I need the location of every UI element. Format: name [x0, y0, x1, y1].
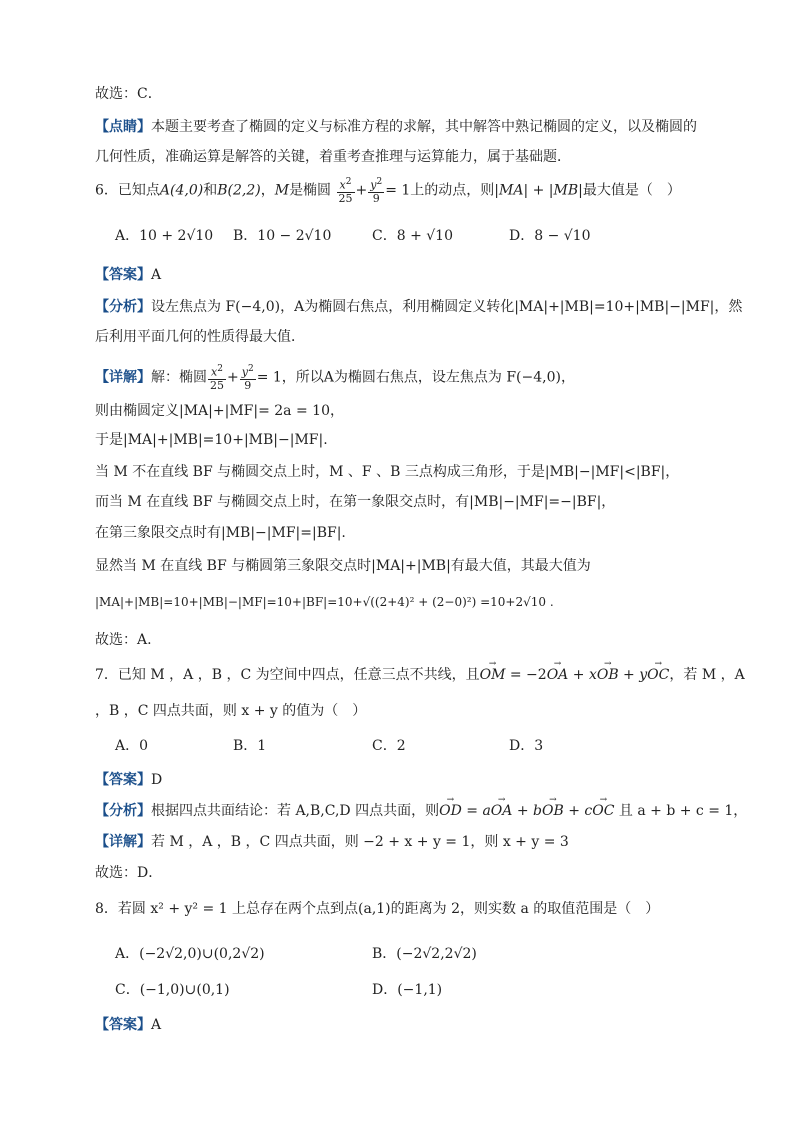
q8-answer [95, 1015, 161, 1035]
q6-option-c: C．8 + √10 [372, 228, 453, 244]
answer-value: A [151, 267, 162, 283]
q7-answer [95, 770, 162, 790]
q8-option-c: C．(−1,0)∪(0,1) [115, 982, 230, 998]
q8-option-b: B．(−2√2,2√2) [372, 946, 477, 962]
ellipse-x-term: $\frac{x^2}{25}$ [338, 177, 353, 205]
q6-detail-4: 当 M 不在直线 BF 与椭圆交点上时，M 、F 、B 三点构成三角形，于是|MB|−|MF|<|BF|， [95, 464, 680, 480]
q6-stem: 6．已知点A(4,0)和B(2,2)，M是椭圆 $\frac{x^2}{25}$ + $\frac{y^2}{9}$ = 1上的动点，则|MA| + |MB|最大值是（ ） [95, 177, 681, 205]
q6-detail-3: 于是|MA|+|MB|=10+|MB|−|MF|. [95, 432, 328, 448]
ellipse-y-term: $\frac{y^2}{9}$ [241, 364, 254, 392]
q6-option-a: A．10 + 2√10 [115, 228, 214, 244]
comment-line-1 [95, 117, 697, 137]
q7-stem-1: 7．已知 M ，A ，B ，C 为空间中四点，任意三点不共线，且→ OM = −2→ OA + x→ OB + y→ OC，若 M ，A [95, 665, 745, 685]
q6-text: 最大值是（ ） [582, 182, 681, 199]
point-m: M [274, 182, 290, 199]
q6-detail-7: 显然当 M 在直线 BF 与椭圆第三象限交点时|MA|+|MB|有最大值，其最大值为 [95, 558, 591, 574]
q8-option-d: D．(−1,1) [372, 982, 443, 998]
ellipse-y-term: $\frac{y^2}{9}$ [370, 177, 383, 205]
q6-detail-1: 【详解】解：椭圆 $\frac{x^2}{25}$ + $\frac{y^2}{9}$ = 1，所以A为椭圆右焦点，设左焦点为 F(−4,0)， [95, 364, 575, 392]
answer-tag: 【答案】 [95, 1017, 151, 1033]
detail-text: 若 M ，A ，B ，C 四点共面，则 −2 + x + y = 1，则 x + y = 3 [151, 834, 569, 850]
q6-detail-5: 而当 M 在直线 BF 与椭圆交点上时，在第一象限交点时，有|MB|−|MF|=−|BF|， [95, 494, 616, 510]
q7-conclusion: 故选：D． [95, 865, 163, 881]
answer-value: A [151, 1017, 162, 1033]
q8-stem: 8．若圆 x² + y² = 1 上总存在两个点到点(a,1)的距离为 2，则实数 a 的取值范围是（ ） [95, 901, 660, 917]
prev-conclusion: 故选：C． [95, 86, 162, 102]
analysis-text: 根据四点共面结论：若 A,B,C,D 四点共面，则 [151, 803, 440, 819]
q6-analysis-1 [95, 297, 742, 317]
q7-option-d: D．3 [509, 738, 544, 754]
answer-value: D [151, 772, 163, 788]
q7-option-b: B．1 [233, 738, 267, 754]
q6-number: 6． [95, 182, 118, 199]
point-b: B(2,2) [217, 182, 261, 199]
q7-text: ，若 M ，A [669, 667, 745, 683]
q6-option-b: B．10 − 2√10 [233, 228, 332, 244]
q6-conclusion: 故选：A. [95, 632, 152, 648]
detail-tag: 【详解】 [95, 834, 151, 850]
q6-detail-6: 在第三象限交点时有|MB|−|MF|=|BF|. [95, 525, 346, 541]
comment-tag: 【点睛】 [95, 119, 151, 135]
analysis-text: 且 a + b + c = 1， [618, 803, 748, 819]
q8-option-a: A．(−2√2,0)∪(0,2√2) [115, 946, 265, 962]
q7-stem-2: ，B ，C 四点共面，则 x + y 的值为（ ） [95, 703, 367, 719]
q7-analysis: 【分析】根据四点共面结论：若 A,B,C,D 四点共面，则→ OD = a→ OA + b→ OB + c→ OC 且 a + b + c = 1， [95, 801, 747, 821]
comment-line-2: 几何性质，准确运算是解答的关键，着重考查推理与运算能力，属于基础题． [95, 149, 571, 165]
analysis-text: 设左焦点为 F(−4,0)，A为椭圆右焦点，利用椭圆定义转化|MA|+|MB|=10+|MB|−|MF|，然 [151, 299, 743, 315]
answer-tag: 【答案】 [95, 772, 151, 788]
q7-option-a: A．0 [115, 738, 149, 754]
q6-expression: |MA| + |MB| [494, 182, 583, 199]
q7-detail [95, 832, 569, 852]
comment-text: 本题主要考查了椭圆的定义与标准方程的求解，其中解答中熟记椭圆的定义，以及椭圆的 [151, 119, 697, 135]
q6-answer [95, 265, 161, 285]
q6-text: 和 [203, 182, 218, 199]
detail-tag: 【详解】 [95, 369, 151, 386]
q6-text: 上的动点，则 [410, 182, 495, 199]
analysis-tag: 【分析】 [95, 803, 151, 819]
q6-text: ， [260, 182, 275, 199]
q7-text: 7．已知 M ，A ，B ，C 为空间中四点，任意三点不共线，且 [95, 667, 480, 683]
q6-detail-8: |MA|+|MB|=10+|MB|−|MF|=10+|BF|=10+√((2+4)² + (2−0)²) =10+2√10 . [95, 595, 554, 609]
q7-option-c: C．2 [372, 738, 406, 754]
q6-analysis-2: 后利用平面几何的性质得最大值． [95, 329, 305, 345]
q6-text: 是椭圆 [289, 182, 332, 199]
q6-text: 已知点 [117, 182, 160, 199]
detail-text: = 1，所以A为椭圆右焦点，设左焦点为 F(−4,0)， [256, 369, 575, 386]
q6-detail-2: 则由椭圆定义|MA|+|MF|= 2a = 10， [95, 403, 344, 419]
ellipse-x-term: $\frac{x^2}{25}$ [210, 364, 224, 392]
q6-option-d: D．8 − √10 [509, 228, 591, 244]
answer-tag: 【答案】 [95, 267, 151, 283]
point-a: A(4,0) [159, 182, 204, 199]
detail-text: 解：椭圆 [151, 369, 207, 386]
analysis-tag: 【分析】 [95, 299, 151, 315]
